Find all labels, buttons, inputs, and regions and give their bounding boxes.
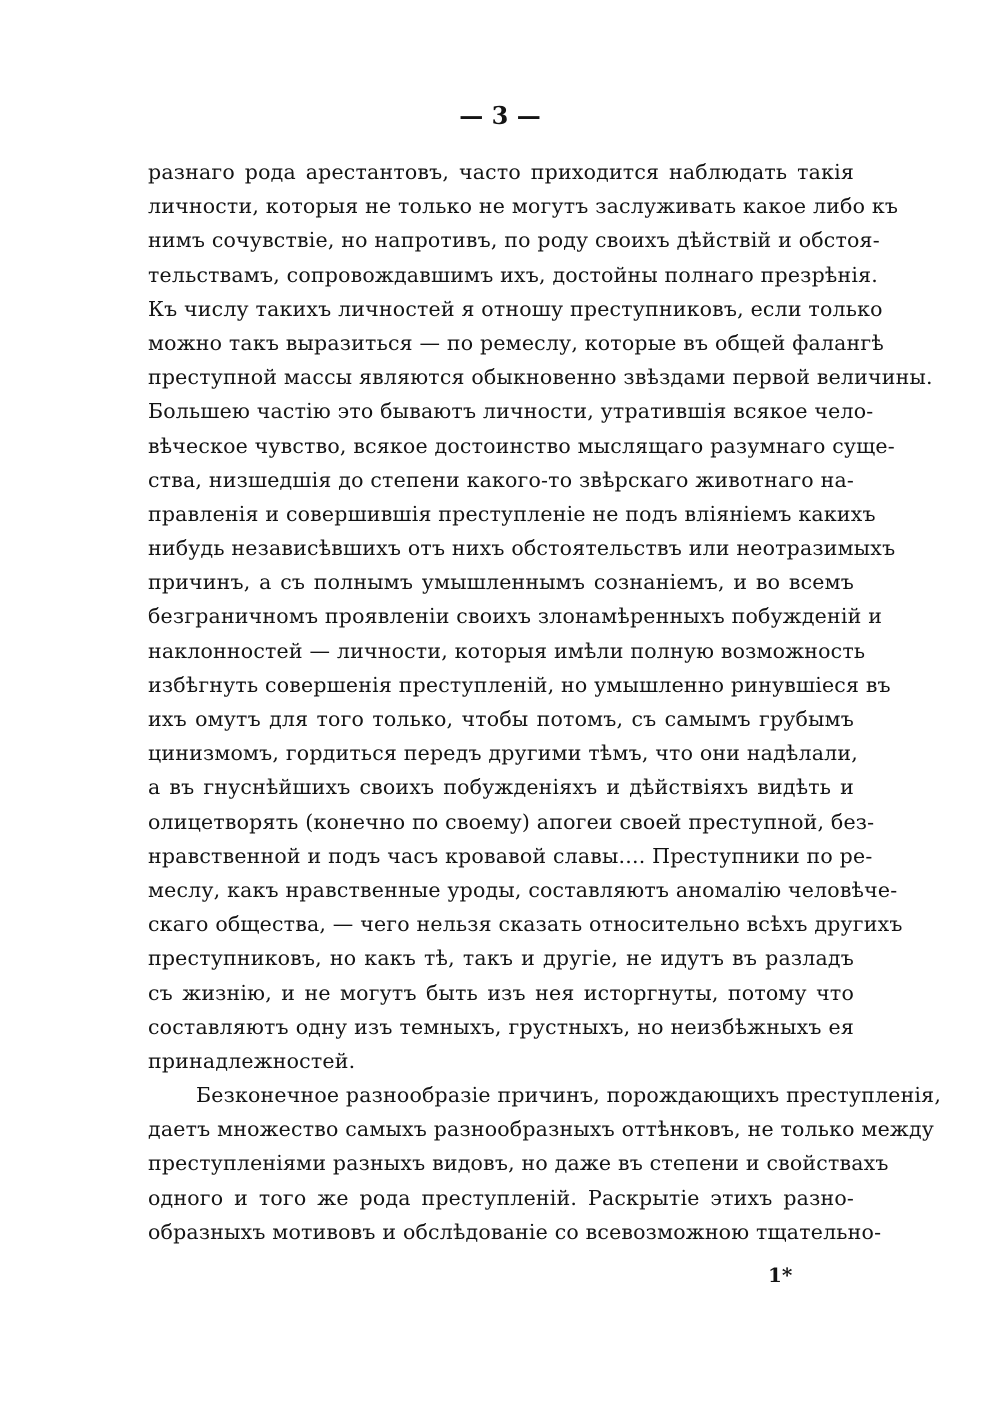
text-line: составляютъ одну изъ темныхъ, грустныхъ, но неизбѣжныхъ ея bbox=[148, 1014, 854, 1039]
text-line: вѣческое чувство, всякое достоинство мыслящаго разумнаго суще- bbox=[148, 433, 895, 458]
text-line: ихъ омутъ для того только, чтобы потомъ, съ самымъ грубымъ bbox=[148, 707, 854, 731]
text-line: Къ числу такихъ личностей я отношу преступниковъ, если только bbox=[148, 296, 883, 321]
paragraph-start-line: Безконечное разнообразіе причинъ, порождающихъ преступленія, bbox=[196, 1083, 942, 1108]
text-line: ства, низшедшія до степени какого-то звѣрскаго животнаго на- bbox=[148, 467, 854, 492]
text-line: причинъ, а съ полнымъ умышленнымъ сознаніемъ, и во всемъ bbox=[148, 570, 854, 595]
text-line: съ жизнію, и не могутъ быть изъ нея исторгнуты, потому что bbox=[148, 980, 854, 1005]
text-line: правленія и совершившія преступленіе не подъ вліяніемъ какихъ bbox=[148, 501, 876, 526]
text-line: преступниковъ, но какъ тѣ, такъ и другіе, не идутъ въ разладъ bbox=[148, 946, 854, 971]
text-line: олицетворять (конечно по своему) апогеи своей преступной, без- bbox=[148, 809, 875, 834]
text-line: образныхъ мотивовъ и обслѣдованіе со всевозможною тщательно- bbox=[148, 1219, 882, 1244]
text-line: личности, которыя не только не могутъ заслуживать какое либо къ bbox=[148, 194, 899, 219]
text-line: меслу, какъ нравственные уроды, составляютъ аномалію человѣче- bbox=[148, 877, 898, 902]
signature-mark: 1* bbox=[768, 1263, 793, 1287]
paragraph-end-line: принадлежностей. bbox=[148, 1048, 356, 1073]
text-line: преступной массы являются обыкновенно звѣздами первой величины. bbox=[148, 365, 933, 390]
text-line: цинизмомъ, гордиться передъ другими тѣмъ, что они надѣлали, bbox=[148, 741, 858, 766]
text-line: нибудь независѣвшихъ отъ нихъ обстоятельствъ или неотразимыхъ bbox=[148, 536, 896, 561]
text-line: а въ гнуснѣйшихъ своихъ побужденіяхъ и дѣйствіяхъ видѣть и bbox=[148, 775, 854, 800]
text-line: разнаго рода арестантовъ, часто приходится наблюдать такія bbox=[148, 160, 854, 184]
text-line: Большею частію это бываютъ личности, утратившія всякое чело- bbox=[148, 399, 874, 424]
text-line: нимъ сочувствіе, но напротивъ, по роду своихъ дѣйствій и обстоя- bbox=[148, 228, 880, 253]
text-line: нравственной и подъ часъ кровавой славы.... Преступники по ре- bbox=[148, 843, 873, 868]
text-line: безграничномъ проявленіи своихъ злонамѣренныхъ побужденій и bbox=[148, 604, 883, 629]
text-line: тельствамъ, сопровождавшимъ ихъ, достойны полнаго презрѣнія. bbox=[148, 262, 878, 287]
page-number-header: — 3 — bbox=[459, 101, 541, 130]
text-line: одного и того же рода преступленій. Раскрытіе этихъ разно- bbox=[148, 1185, 854, 1210]
body-text bbox=[148, 155, 942, 1249]
text-line: наклонностей — личности, которыя имѣли полную возможность bbox=[148, 638, 866, 663]
text-line: избѣгнуть совершенія преступленій, но умышленно ринувшіеся въ bbox=[148, 672, 891, 697]
text-line: преступленіями разныхъ видовъ, но даже въ степени и свойствахъ bbox=[148, 1151, 889, 1176]
text-line: скаго общества, — чего нельзя сказать относительно всѣхъ другихъ bbox=[148, 912, 903, 937]
text-line: даетъ множество самыхъ разнообразныхъ оттѣнковъ, не только между bbox=[148, 1117, 935, 1142]
text-line: можно такъ выразиться — по ремеслу, которые въ общей фалангѣ bbox=[148, 330, 884, 355]
